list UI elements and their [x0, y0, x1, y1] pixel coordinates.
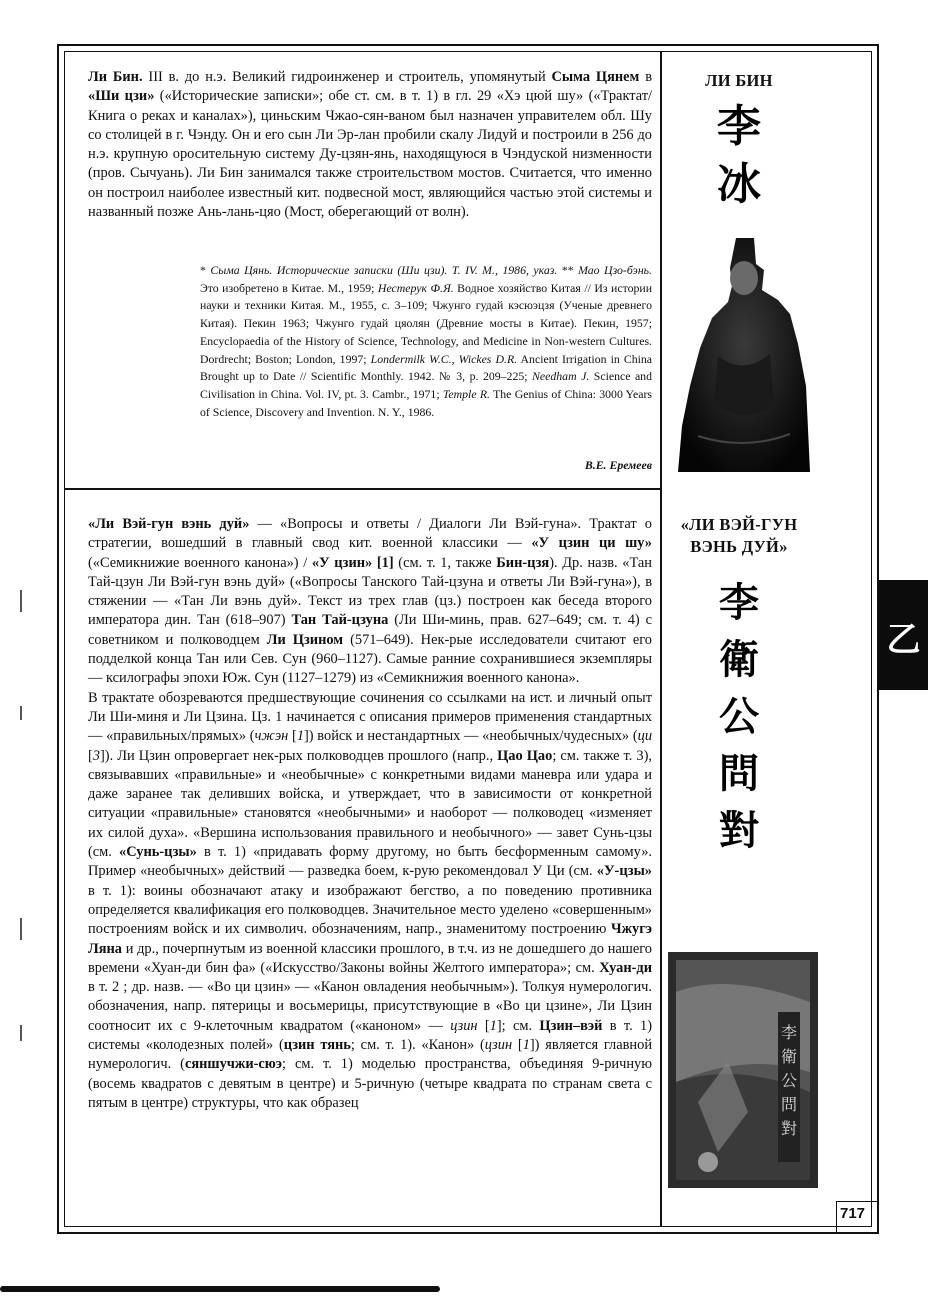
italic-term: Сыма Цянь. [210, 263, 273, 277]
bold-term: Бин-цзя [496, 554, 550, 571]
text-run: в т. 1) системы «колодезных полей» ( [88, 1017, 652, 1054]
bold-term: цзин тянь [283, 1037, 351, 1054]
text-run: [ [88, 747, 93, 764]
li-bing-hanzi [668, 98, 810, 214]
text-run: (Ли Ши-минь, прав. 627–649; см. т. 4) с советником и полководцем [88, 612, 652, 648]
bold-term: сяншучжи-сюэ [184, 1056, 283, 1073]
li-bing-portrait-image [678, 236, 810, 472]
italic-term: Londermilk W.C., Wickes D.R. [370, 351, 518, 366]
svg-text:對: 對 [780, 1119, 798, 1138]
text-run: * [200, 263, 211, 277]
entry-li-bing-references [200, 262, 652, 421]
bold-term: Ли Бин. [88, 69, 143, 85]
author-signature: В.Е. Еремеев [584, 458, 652, 472]
text-run: [ [477, 1017, 490, 1034]
text-run: ** [557, 263, 579, 277]
text-run: Это изобретено в Китае. М., 1959; [200, 280, 378, 295]
hanzi-char: 冰 [717, 159, 761, 210]
text-run: The Genius of China: 3000 Years of Science, Discovery and Invention. N. Y., 1986. [200, 386, 653, 419]
hanzi-char: 衛 [719, 637, 759, 683]
entry-li-bing-heading: ЛИ БИН [705, 71, 773, 90]
italic-term: Исторические записки (Ши цзи). Т. IV. М., 1986, указ. [276, 263, 558, 277]
hanzi-char: 問 [719, 751, 759, 797]
book-cover-image [668, 952, 818, 1188]
italic-term: 1 [296, 728, 305, 745]
bold-term: «У цзин» [1] [311, 554, 394, 571]
text-run: В трактате обозреваются предшествующие сочинения со ссылками на ист. и личный опыт Ли Ши-миня и Ли Цзина. Цз. 1 начинается с описания примеров применения стандартных — «правильных/прямых» ( [88, 689, 652, 745]
italic-term: Temple R. [442, 386, 490, 401]
svg-text:衛: 衛 [780, 1047, 798, 1066]
text-run: Водное хозяйство Китая // Из истории науки и техники Китая. М., 1955, с. 3–109; Чжунго гудай кэсюэцзя (Ученые древнего Китая). Пекин 1963; Чжунго гудай цяолян (Древние мосты в Китае). Пекин, 1957; Encyclopaedia of the History of Science, Technology, and Medicine in Non-western Cultures. Dordrecht; Boston; London, 1997; [200, 280, 653, 366]
text-run: ; см. т. 1). «Канон» ( [350, 1037, 485, 1054]
heading-line-1: «ЛИ ВЭЙ-ГУН [680, 515, 798, 534]
italic-term: 3 [92, 747, 100, 764]
text-run: [ [288, 728, 297, 745]
text-run: ]). Ли Цзин опровергает нек-рых полководцев прошлого (напр., [100, 747, 498, 764]
text-run: ]) является главной нумерологич. ( [88, 1037, 653, 1073]
scan-margin-mark [20, 706, 22, 720]
bold-term: «Сунь-цзы» [119, 844, 197, 861]
italic-term: 1 [489, 1017, 497, 1034]
bold-term: Цзин–вэй [539, 1017, 603, 1034]
bold-term: «Ши цзи» [88, 88, 155, 105]
text-run: в т. 1): воины обозначают атаку и изображают бегство, а по поведению противника определяется квалификация его полководцев. Значительное место уделено «совершенным» построениям войск и их символич. обозначениям, напр., знаменитому построению [88, 882, 652, 938]
text-run: (571–649). Нек-рые исследователи считают его подделкой конца Тан или Сев. Сун (960–1127). Самые ранние сохранившиеся экземпляры — ксилографы эпохи Юж. Сун (1127–1279) из «Семикнижия военного канона». [88, 631, 652, 687]
column-divider [660, 51, 662, 1227]
text-run: III в. до н.э. Великий гидроинженер и строитель, упомянутый [142, 69, 552, 85]
text-run: (см. т. 1, также [393, 554, 497, 571]
text-run: Science and Civilisation in China. Vol. IV, pt. 3. Cambr., 1971; [200, 369, 652, 401]
entry-li-bing-paragraph [88, 68, 652, 222]
svg-text:問: 問 [780, 1095, 798, 1114]
entry-li-wei-gong-paragraph-1 [88, 515, 652, 689]
italic-term: ци [637, 728, 653, 745]
italic-term: чжэн [254, 728, 289, 745]
bold-term: Хуан-ди [599, 959, 652, 976]
bold-term: Ли Цзином [266, 631, 344, 648]
text-run: — «Вопросы и ответы / Диалоги Ли Вэй-гуна». Трактат о стратегии, вошедший в главный свод кит. военной классики — [88, 516, 652, 552]
svg-text:公: 公 [780, 1071, 798, 1090]
scan-margin-mark [20, 1025, 22, 1041]
bold-term: Цао Цао [497, 747, 553, 764]
bold-term: Сыма Цянем [551, 69, 640, 85]
italic-term: Мао Цзо-бэнь. [578, 263, 652, 277]
italic-term: Нестерук Ф.Я. [377, 280, 454, 295]
entry-li-bing-text [88, 68, 652, 222]
page-number: 717 [840, 1205, 866, 1222]
bold-term: Тан Тай-цзуна [291, 612, 389, 629]
text-run: в т. 2 ; др. назв. — «Во ци цзин» — «Канон овладения необычным»). Толкуя нумерологич. обозначения, напр. пятерицы и восьмерицы, присутствующие в «Во ци цзине», Ли Цзин соотносит их с 9-клеточным квадратом («каноном» — [88, 979, 652, 1034]
hanzi-char: 李 [719, 580, 759, 626]
scan-margin-mark [20, 590, 22, 612]
text-run: в [639, 69, 652, 85]
entry-li-wei-gong-text [88, 515, 652, 1113]
hanzi-char: 對 [719, 808, 759, 854]
italic-term: Needham J. [532, 369, 590, 384]
text-run: ; см. т. 1) моделью пространства, объединяя 9-ричную (восемь квадратов с девятым в центре) и 5-ричную (четыре квадрата по странам света с пятым в центре) структуры, что как образец [88, 1056, 652, 1111]
hanzi-char: 李 [717, 101, 761, 152]
svg-text:李: 李 [780, 1023, 798, 1042]
text-run: и др., почерпнутым из военной классики прошлого, в т.ч. из не дошедшего до нашего времени «Хуан-ди бин фа» («Искусство/Законы войны Желтого императора»; см. [88, 940, 652, 976]
section-tab-glyph: 乙 [886, 620, 921, 660]
bold-term: «У-цзы» [596, 863, 652, 880]
article-divider [64, 488, 660, 490]
text-run: в т. 1) «придавать форму другому, но быть бесформенным самому». Пример «необычных» действий — разведка боем, к-рую рекомендовал У Ци (см. [88, 844, 653, 880]
entry-li-wei-gong-paragraph-2 [88, 689, 652, 1114]
italic-term: цзин [450, 1017, 478, 1034]
bold-term: Чжугэ Ляна [88, 921, 652, 957]
references-text [200, 262, 652, 421]
text-run: Ancient Irrigation in China Brought up to Date // Scientific Monthly. 1942. № 3, p. 209–225; [200, 351, 653, 384]
bold-term: «У цзин ци шу» [531, 535, 653, 552]
text-run: ]; см. [496, 1017, 540, 1034]
text-run: [ [512, 1037, 523, 1054]
entry-li-wei-gong-heading [668, 514, 810, 558]
text-run: («Исторические записки»; обе ст. см. в т. 1) в гл. 29 «Хэ цюй шу» («Трактат/Книга о реках и каналах»), циньским Чжао-сян-ваном был назначен управителем обл. Шу со столицей в г. Чэнду. Он и его сын Ли Эр-лан пробили скалу Лидуй и построили в 256 до н.э. крупную оросительную систему Ду-цзян-янь, находящуюся в Чэндуской низменности (пров. Сычуань). Ли Бин занимался также строительством мостов. Считается, что именно он построил наиболее известный кит. подвесной мост, являющийся частью этой системы и названный позже Ань-лань-цяо (Мост, оберегающий от волн). [88, 88, 653, 221]
text-run: ; см. также т. 3), связывавших «правильные» и «необычные» с конкретными видами маневра или удара и даже заранее так деливших войска, и утверждает, что в зависимости от конкретной ситуации «правильные» становятся «необычными» и наоборот — полководец «изменяет их силой духа». «Вершина использования правильного и необычного» — завет Сунь-цзы (см. [88, 747, 652, 861]
text-run: ]) войск и нестандартных — «необычных/чудесных» ( [304, 728, 638, 745]
hanzi-char: 公 [719, 694, 759, 740]
italic-term: 1 [522, 1037, 530, 1054]
section-tab [879, 580, 928, 690]
bold-term: «Ли Вэй-гун вэнь дуй» [88, 516, 250, 532]
li-wei-gong-hanzi [668, 575, 810, 860]
text-run: («Семикнижие военного канона») / [88, 554, 312, 571]
text-run: ). Др. назв. «Тан Тай-цзун Ли Вэй-гун вэнь дуй» («Вопросы Танского Тай-цзуна и ответы Ли Вэй-гуна»), в стяжении — «Тан Ли вэнь дуй». Текст из трех глав (цз.) построен как беседа второго императора дин. Тан (618–907) [88, 554, 652, 629]
scan-edge-shadow [0, 1286, 440, 1292]
scan-margin-mark [20, 918, 22, 940]
italic-term: цзин [484, 1037, 513, 1054]
heading-line-2: ВЭНЬ ДУЙ» [690, 537, 788, 556]
